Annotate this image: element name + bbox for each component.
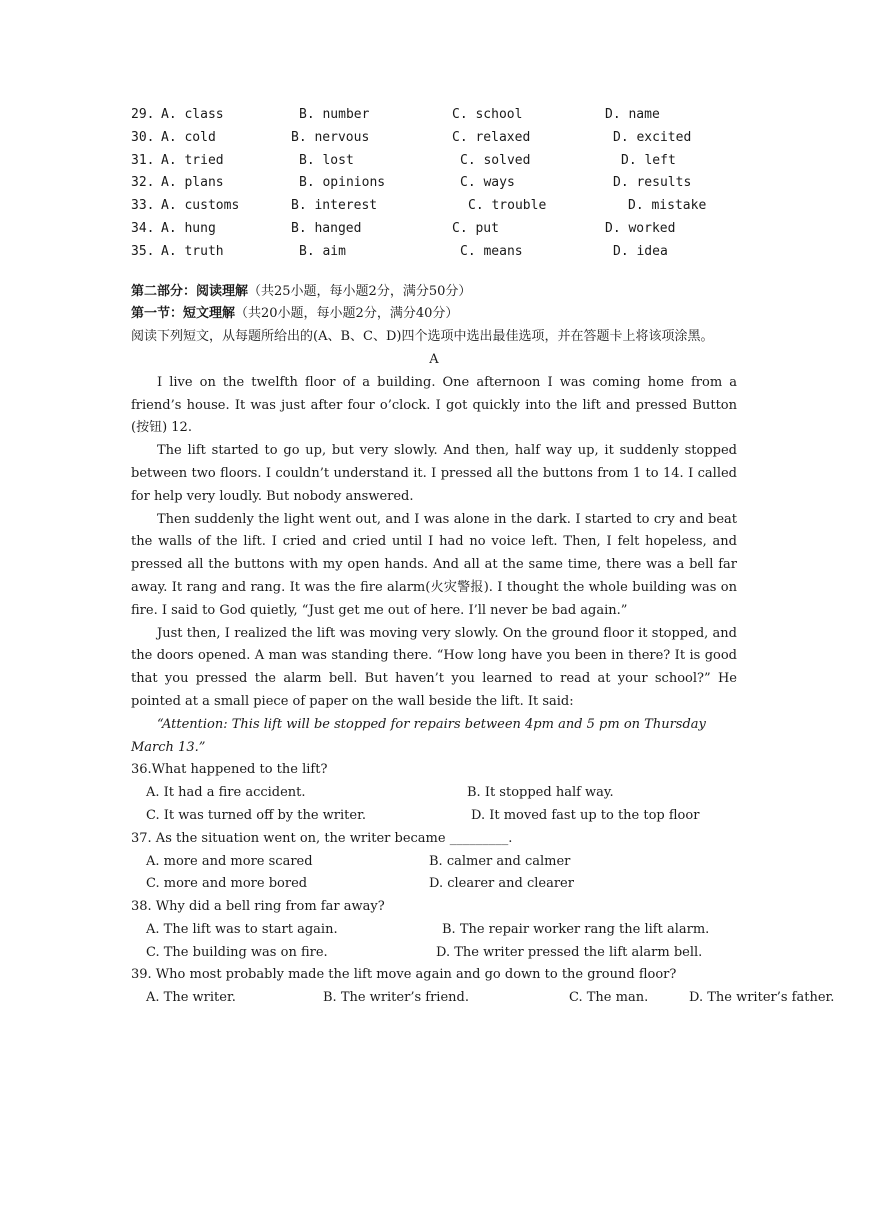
option-d: D. name (605, 107, 660, 122)
options-table (131, 104, 737, 264)
option-row (131, 150, 737, 173)
option-d: D. results (613, 175, 692, 191)
question-stem: 39. Who most probably made the lift move again and go down to the ground floor? (131, 967, 677, 983)
option-a: A. plans (161, 175, 224, 191)
option-row (131, 218, 737, 241)
question-number: 32. (131, 175, 155, 191)
option-a: A. cold (161, 129, 216, 145)
answer-c: C. It was turned off by the writer. (146, 807, 367, 823)
option-b: B. interest (291, 198, 378, 214)
answer-row (131, 805, 737, 828)
question-block (131, 759, 737, 827)
answer-b: B. It stopped half way. (467, 785, 614, 801)
option-b: B. hanged (291, 220, 362, 236)
option-c: C. solved (460, 152, 531, 168)
part2-note: （共25小题，每小题2分，满分50分） (248, 283, 472, 299)
answer-a: A. It had a fire accident. (146, 785, 306, 801)
option-a: A. tried (161, 152, 224, 168)
answer-row (131, 782, 737, 805)
option-row (131, 195, 737, 218)
option-d: D. mistake (628, 198, 707, 214)
answer-a: A. more and more scared (146, 853, 313, 869)
answer-row (131, 942, 737, 965)
passage-paragraph: Then suddenly the light went out, and I was alone in the dark. I started to cry and beat the walls of the lift. I cried and cried until I had no voice left. Then, I felt hopeless, and pressed all the buttons with my open hands. And all at the same time, there was a bell far away. It rang and rang. It was the fire alarm(火灾警报). I thought the whole building was on fire. I said to God quietly, “Just get me out of here. I’ll never be bad again.” (131, 511, 737, 618)
question-number: 35. (131, 243, 155, 259)
passage-paragraph: I live on the twelfth floor of a building. One afternoon I was coming home from a friend’s house. It was just after four o’clock. I got quickly into the lift and pressed Button (按钮) 12. (131, 374, 737, 436)
answer-c: C. more and more bored (146, 876, 308, 892)
option-b: B. opinions (299, 175, 386, 191)
question-block (131, 828, 737, 896)
question-number: 33. (131, 198, 155, 214)
question-stem: 37. As the situation went on, the writer became _________. (131, 830, 513, 846)
option-d: D. idea (613, 243, 668, 259)
answer-row (131, 851, 737, 874)
section1-note: （共20小题，每小题2分，满分40分） (235, 306, 459, 322)
instruction-text: 阅读下列短文，从每题所给出的(A、B、C、D)四个选项中选出最佳选项，并在答题卡上将该项涂黑。 (131, 329, 714, 345)
option-c: C. put (452, 220, 499, 236)
section1-heading (131, 303, 737, 326)
passage-paragraph: The lift started to go up, but very slowly. And then, half way up, it suddenly stopped between two floors. I couldn’t understand it. I pressed all the buttons from 1 to 14. I called for help very loudly. But nobody answered. (131, 443, 737, 504)
section1-title: 第一节：短文理解 (131, 306, 236, 322)
answer-b: B. The writer’s friend. (323, 990, 469, 1006)
option-d: D. left (621, 152, 676, 168)
option-b: B. lost (299, 152, 354, 168)
question-number: 34. (131, 220, 155, 236)
option-d: D. worked (605, 220, 676, 236)
answer-b: B. The repair worker rang the lift alarm. (442, 921, 710, 937)
option-row (131, 127, 737, 150)
answer-d: D. The writer pressed the lift alarm bell. (436, 944, 703, 960)
answer-c: C. The man. (569, 990, 649, 1006)
passage-paragraph: Just then, I realized the lift was moving very slowly. On the ground floor it stopped, and the doors opened. A man was standing there. “How long have you been in there? It is good that you pressed the alarm bell. But haven’t you learned to read at your school?” He pointed at a small piece of paper on the wall beside the lift. It said: (131, 625, 737, 709)
answer-d: D. The writer’s father. (689, 990, 835, 1006)
option-b: B. nervous (291, 129, 370, 145)
answer-c: C. The building was on fire. (146, 944, 328, 960)
option-c: C. means (460, 243, 523, 259)
answer-row (131, 987, 835, 1010)
option-a: A. hung (161, 220, 216, 236)
part2-heading (131, 281, 737, 304)
notice-quote: “Attention: This lift will be stopped for repairs between 4pm and 5 pm on Thursday March 13.” (131, 716, 706, 755)
question-block (131, 964, 835, 1010)
option-c: C. trouble (468, 198, 547, 214)
option-c: C. relaxed (452, 129, 531, 145)
option-c: C. ways (460, 175, 515, 191)
option-c: C. school (452, 107, 523, 122)
question-number: 29. (131, 107, 155, 122)
question-stem: 36.What happened to the lift? (131, 762, 328, 778)
question-number: 31. (131, 152, 155, 168)
option-d: D. excited (613, 129, 692, 145)
passage-letter: A (429, 351, 439, 367)
question-stem: 38. Why did a bell ring from far away? (131, 899, 385, 915)
answer-d: D. It moved fast up to the top floor (471, 807, 700, 823)
answer-row (131, 873, 737, 896)
answer-b: B. calmer and calmer (429, 853, 571, 869)
reading-section (131, 281, 835, 1011)
option-a: A. truth (161, 243, 224, 259)
option-b: B. number (299, 107, 370, 122)
question-number: 30. (131, 129, 155, 145)
answer-a: A. The writer. (146, 990, 236, 1006)
option-row (131, 241, 737, 264)
option-row (131, 172, 737, 195)
option-a: A. class (161, 107, 224, 122)
part2-title: 第二部分：阅读理解 (131, 283, 249, 299)
question-block (131, 896, 737, 964)
answer-a: A. The lift was to start again. (146, 921, 338, 937)
option-a: A. customs (161, 198, 240, 214)
option-b: B. aim (299, 243, 346, 259)
option-row (131, 104, 737, 127)
answer-row (131, 919, 737, 942)
exam-page (131, 104, 835, 1010)
answer-d: D. clearer and clearer (429, 876, 574, 892)
